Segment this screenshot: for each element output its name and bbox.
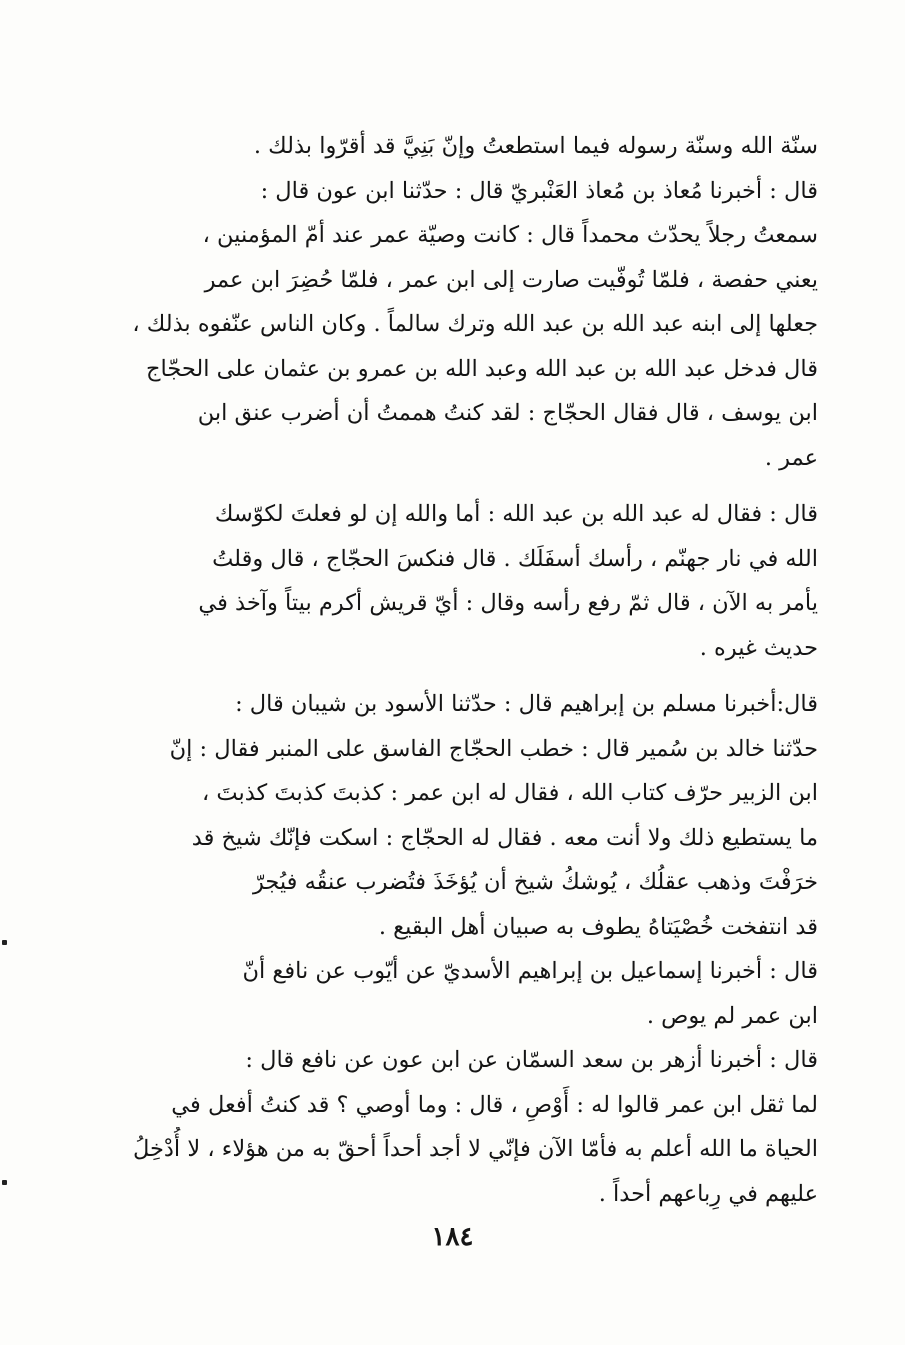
page-number: ١٨٤	[431, 1222, 474, 1252]
text-line: قال فدخل عبد الله بن عبد الله وعبد الله بن عمرو بن عثمان على الحجّاج	[145, 355, 818, 382]
paragraph	[118, 169, 818, 481]
text-line: قد انتفخت خُصْيَتاهُ يطوف به صبيان أهل البقيع .	[378, 913, 818, 940]
text-line: قال:أخبرنا مسلم بن إبراهيم قال : حدّثنا الأسود بن شيبان قال :	[235, 691, 818, 717]
text-line: سنّة الله وسنّة رسوله فيما استطعتُ وإنّ بَنِيَّ قد أقرّوا بذلك .	[253, 133, 818, 159]
text-line: لما ثقل ابن عمر قالوا له : أَوْصِ ، قال : وما أوصي ؟ قد كنتُ أفعل في	[171, 1091, 818, 1118]
text-line: قال : أخبرنا أزهر بن سعد السمّان عن ابن عون عن نافع قال :	[245, 1047, 818, 1073]
text-line: قال : أخبرنا إسماعيل بن إبراهيم الأسديّ عن أيّوب عن نافع أنّ	[242, 958, 818, 984]
text-line: حدّثنا خالد بن سُمير قال : خطب الحجّاج الفاسق على المنبر فقال : إنّ	[169, 735, 818, 762]
text-line: الله في نار جهنّم ، رأسك أسفَلَك . قال فنكسَ الحجّاج ، قال وقلتُ	[212, 545, 818, 572]
text-line: ابن عمر لم يوص .	[646, 1002, 818, 1029]
text-line: عليهم في رِباعهم أحداً .	[598, 1180, 818, 1207]
text-line: جعلها إلى ابنه عبد الله بن عبد الله وترك سالماً . وكان الناس عنّفوه بذلك ،	[132, 311, 818, 337]
paragraph	[118, 682, 818, 949]
paragraph	[118, 492, 818, 670]
text-line: يأمر به الآن ، قال ثمّ رفع رأسه وقال : أيّ قريش أكرم بيتاً وآخذ في	[198, 590, 818, 616]
text-line: عمر .	[764, 444, 818, 471]
scan-mark	[2, 940, 7, 945]
paragraph	[118, 1038, 818, 1216]
text-line: حديث غيره .	[699, 634, 818, 661]
text-line: ابن الزبير حرّف كتاب الله ، فقال له ابن عمر : كذبتَ كذبتَ كذبتَ ،	[201, 780, 818, 806]
paragraph	[118, 124, 818, 169]
text-line: ما يستطيع ذلك ولا أنت معه . فقال له الحجّاج : اسكت فإنّك شيخ قد	[191, 824, 818, 851]
paragraph	[118, 949, 818, 1038]
text-line: ابن يوسف ، قال فقال الحجّاج : لقد كنتُ هممتُ أن أضرب عنق ابن	[197, 400, 818, 426]
text-line: خرَفْتَ وذهب عقلُك ، يُوشكُ شيخ أن يُؤخَذَ فتُضرب عنقُه فيُجرّ	[252, 869, 818, 895]
text-line: قال : فقال له عبد الله بن عبد الله : أما والله إن لو فعلتَ لكوّسك	[214, 501, 818, 527]
text-line: سمعتُ رجلاً يحدّث محمداً قال : كانت وصيّة عمر عند أمّ المؤمنين ،	[202, 222, 818, 248]
page-text	[118, 124, 818, 1216]
text-line: يعني حفصة ، فلمّا تُوفّيت صارت إلى ابن عمر ، فلمّا حُضِرَ ابن عمر	[204, 266, 818, 293]
text-line: قال : أخبرنا مُعاذ بن مُعاذ العَنْبريّ قال : حدّثنا ابن عون قال :	[260, 177, 818, 204]
text-line: الحياة ما الله أعلم به فأمّا الآن فإنّي لا أجد أحداً أحقّ به من هؤلاء ، لا أُدْخِلُ	[132, 1136, 818, 1162]
scan-mark	[2, 1180, 7, 1185]
